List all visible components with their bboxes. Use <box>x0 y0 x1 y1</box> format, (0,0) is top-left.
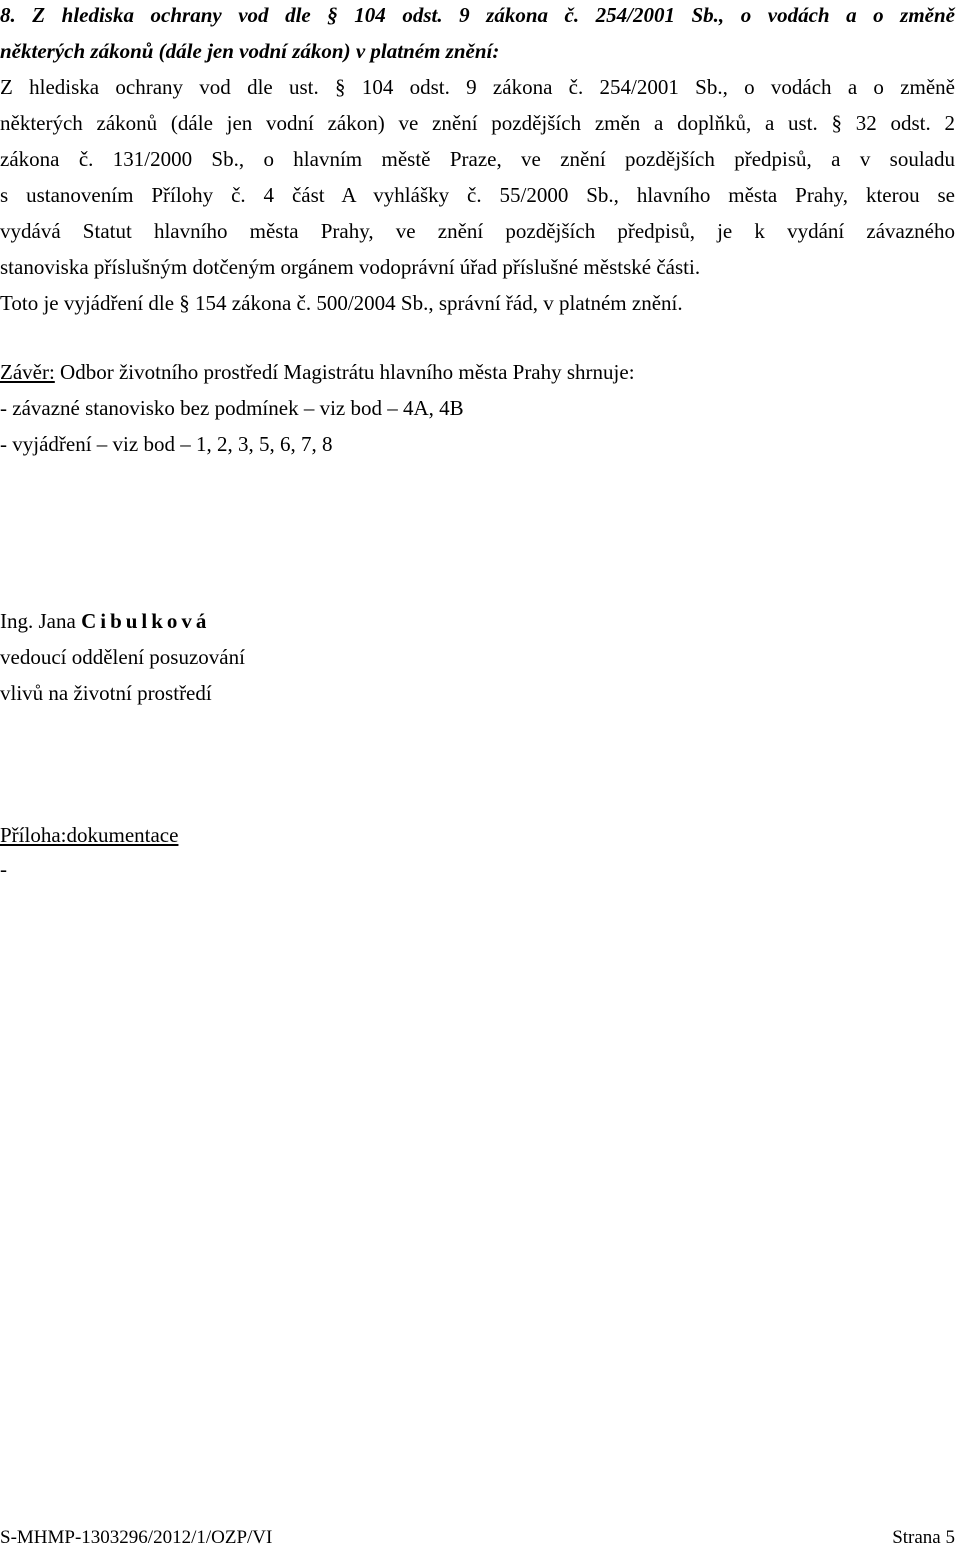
conclusion-text: Odbor životního prostředí Magistrátu hlavního města Prahy shrnuje: <box>54 360 635 384</box>
conclusion-item-statement: - vyjádření – viz bod – 1, 2, 3, 5, 6, 7, 8 <box>0 432 333 456</box>
section-heading-line-2: některých zákonů (dále jen vodní zákon) v platném znění: <box>0 39 500 63</box>
attachment-label: Příloha:dokumentace <box>0 823 179 847</box>
attachment-value: - <box>0 857 7 881</box>
body-line-5: vydává Statut hlavního města Prahy, ve znění pozdějších předpisů, je k vydání závazného <box>0 219 955 243</box>
signature-surname: Cibulková <box>81 609 211 633</box>
signature-role-1: vedoucí oddělení posuzování <box>0 645 245 669</box>
body-note: Toto je vyjádření dle § 154 zákona č. 500/2004 Sb., správní řád, v platném znění. <box>0 291 683 315</box>
signature-name <box>0 608 955 634</box>
body-line-6: stanoviska příslušným dotčeným orgánem vodoprávní úřad příslušné městské části. <box>0 255 701 279</box>
signature-prefix: Ing. Jana <box>0 609 82 633</box>
conclusion-item-binding-opinion: - závazné stanovisko bez podmínek – viz bod – 4A, 4B <box>0 396 464 420</box>
body-line-2: některých zákonů (dále jen vodní zákon) ve znění pozdějších změn a doplňků, a ust. § 32 odst. 2 <box>0 111 955 135</box>
body-line-4: s ustanovením Přílohy č. 4 část A vyhlášky č. 55/2000 Sb., hlavního města Prahy, kterou se <box>0 183 955 207</box>
body-line-1: Z hlediska ochrany vod dle ust. § 104 odst. 9 zákona č. 254/2001 Sb., o vodách a o změně <box>0 75 955 99</box>
page-footer <box>0 1527 955 1549</box>
body-line-3: zákona č. 131/2000 Sb., o hlavním městě Praze, ve znění pozdějších předpisů, a v souladu <box>0 147 955 171</box>
conclusion-label: Závěr: <box>0 360 55 384</box>
page-number: Strana 5 <box>892 1527 955 1548</box>
document-reference: S-MHMP-1303296/2012/1/OZP/VI <box>0 1527 273 1548</box>
section-heading-line-1: 8. Z hlediska ochrany vod dle § 104 odst. 9 zákona č. 254/2001 Sb., o vodách a o změně <box>0 3 955 27</box>
signature-role-2: vlivů na životní prostředí <box>0 681 212 705</box>
conclusion-line <box>0 359 955 385</box>
